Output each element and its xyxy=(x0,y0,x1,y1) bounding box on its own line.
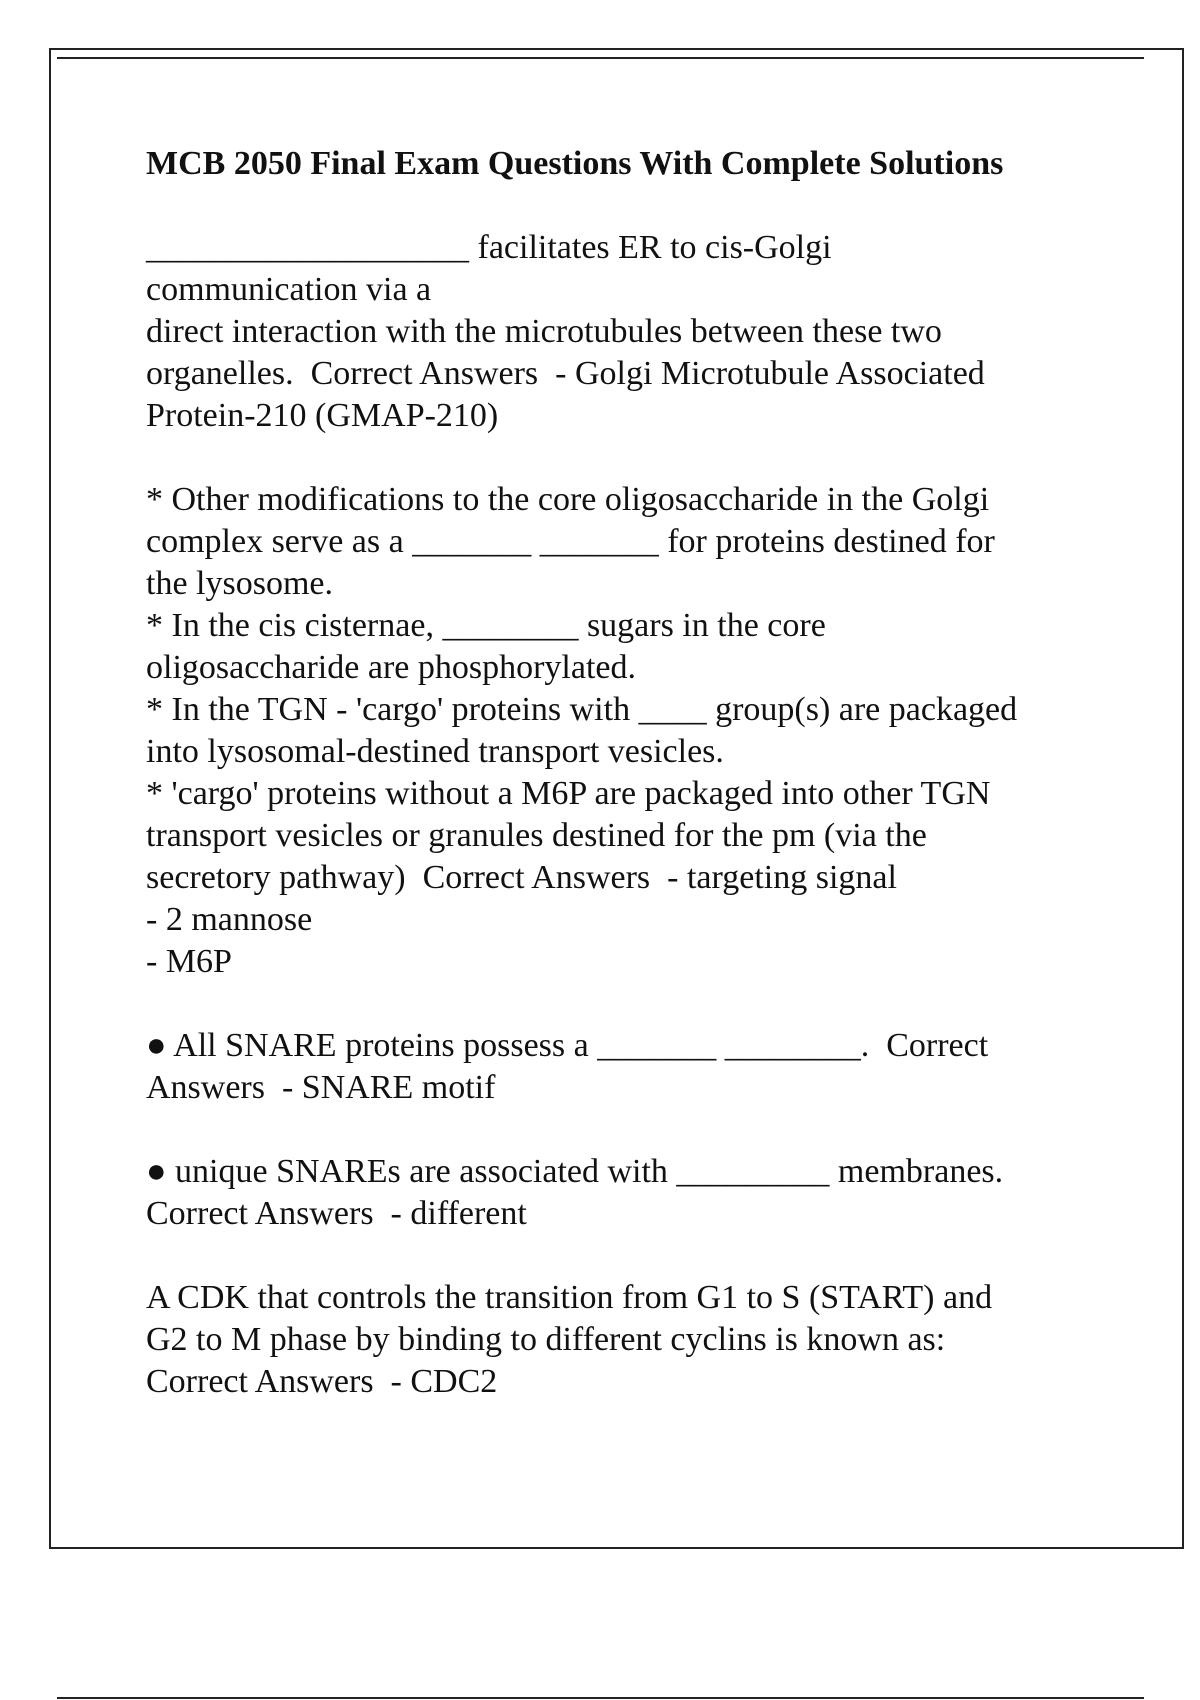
text-line: * Other modifications to the core oligosaccharide in the Golgi xyxy=(146,481,990,518)
document-body xyxy=(146,143,1096,1445)
text-line: oligosaccharide are phosphorylated. xyxy=(146,649,636,686)
text-line: transport vesicles or granules destined for the pm (via the xyxy=(146,817,927,854)
text-line: - M6P xyxy=(146,943,232,980)
text-line: Correct Answers - different xyxy=(146,1195,527,1232)
text-line: Answers - SNARE motif xyxy=(146,1069,496,1106)
text-line: * 'cargo' proteins without a M6P are packaged into other TGN xyxy=(146,775,991,812)
question-snare-motif xyxy=(146,1025,1096,1109)
text-line: - 2 mannose xyxy=(146,901,313,938)
question-cdk xyxy=(146,1277,1096,1403)
text-line: complex serve as a _______ _______ for proteins destined for xyxy=(146,523,995,560)
text-line: ● All SNARE proteins possess a _______ ________. Correct xyxy=(146,1027,989,1064)
question-gmap210 xyxy=(146,227,1096,437)
bottom-rule xyxy=(57,1697,1144,1699)
text-line: communication via a xyxy=(146,271,432,308)
text-line: ___________________ facilitates ER to cis-Golgi xyxy=(146,229,832,266)
text-line: * In the cis cisternae, ________ sugars in the core xyxy=(146,607,826,644)
text-line: secretory pathway) Correct Answers - targeting signal xyxy=(146,859,897,896)
text-line: Correct Answers - CDC2 xyxy=(146,1363,498,1400)
text-line: organelles. Correct Answers - Golgi Microtubule Associated xyxy=(146,355,985,392)
text-line: direct interaction with the microtubules between these two xyxy=(146,313,942,350)
top-rule xyxy=(57,57,1144,59)
document-title: MCB 2050 Final Exam Questions With Complete Solutions xyxy=(146,145,1004,182)
text-line: ● unique SNAREs are associated with _________ membranes. xyxy=(146,1153,1004,1190)
question-unique-snares xyxy=(146,1151,1096,1235)
question-lysosome-targeting xyxy=(146,479,1096,983)
text-line: G2 to M phase by binding to different cyclins is known as: xyxy=(146,1321,946,1358)
text-line: the lysosome. xyxy=(146,565,333,602)
text-line: Protein-210 (GMAP-210) xyxy=(146,397,499,434)
text-line: A CDK that controls the transition from G1 to S (START) and xyxy=(146,1279,993,1316)
text-line: into lysosomal-destined transport vesicles. xyxy=(146,733,724,770)
text-line: * In the TGN - 'cargo' proteins with ____ group(s) are packaged xyxy=(146,691,1018,728)
